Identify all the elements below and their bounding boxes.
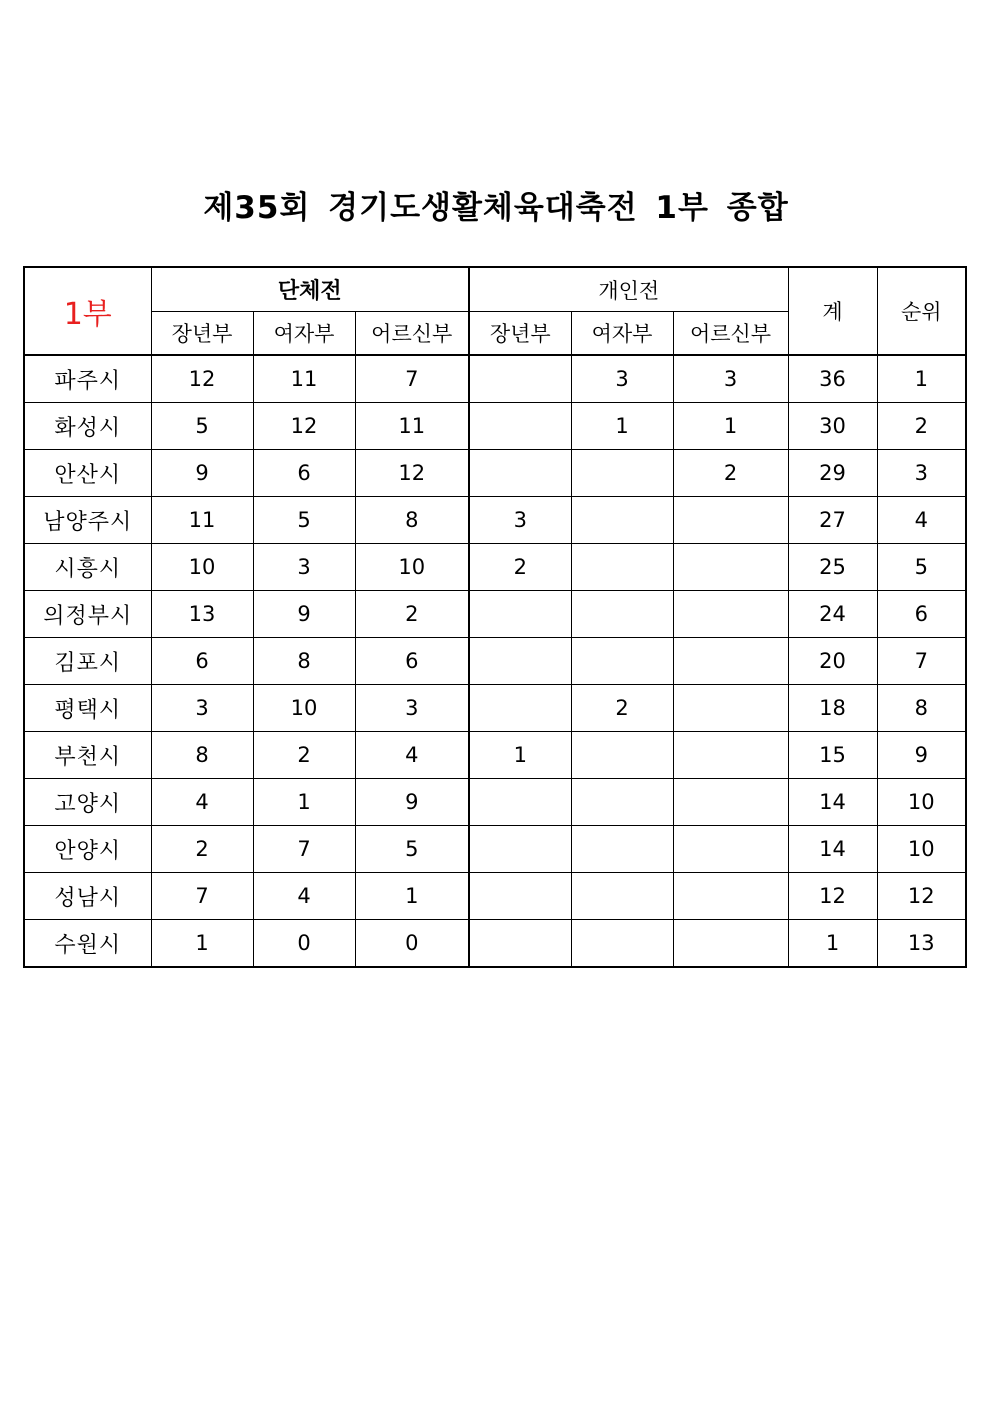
team-elder-cell: 9 [355,779,469,826]
team-elder-cell: 8 [355,497,469,544]
individual-elder-cell [673,497,788,544]
team-senior-cell: 4 [151,779,253,826]
team-senior-cell: 2 [151,826,253,873]
team-women-cell: 9 [253,591,355,638]
team-elder-cell: 5 [355,826,469,873]
group-header-individual: 개인전 [469,267,788,312]
total-cell: 24 [788,591,877,638]
individual-women-cell [571,450,673,497]
individual-elder-cell [673,638,788,685]
rank-cell: 7 [877,638,966,685]
table-row [24,826,966,873]
rank-cell: 2 [877,403,966,450]
team-women-cell: 6 [253,450,355,497]
city-name: 안양시 [24,826,151,873]
total-cell: 14 [788,826,877,873]
individual-senior-cell [469,450,571,497]
city-name: 고양시 [24,779,151,826]
team-senior-cell: 3 [151,685,253,732]
table-row [24,685,966,732]
team-senior-cell: 10 [151,544,253,591]
team-senior-cell: 8 [151,732,253,779]
team-elder-cell: 7 [355,355,469,403]
individual-elder-cell [673,544,788,591]
team-women-cell: 1 [253,779,355,826]
individual-women-cell [571,638,673,685]
individual-sub-header: 어르신부 [673,312,788,356]
team-women-cell: 11 [253,355,355,403]
total-cell: 29 [788,450,877,497]
city-name: 남양주시 [24,497,151,544]
city-name: 평택시 [24,685,151,732]
team-sub-header: 여자부 [253,312,355,356]
table-row [24,355,966,403]
individual-elder-cell [673,732,788,779]
individual-senior-cell: 2 [469,544,571,591]
rank-cell: 1 [877,355,966,403]
individual-senior-cell [469,685,571,732]
individual-elder-cell: 1 [673,403,788,450]
individual-women-cell [571,826,673,873]
team-sub-header: 장년부 [151,312,253,356]
city-name: 화성시 [24,403,151,450]
table-body [24,355,966,967]
city-name: 김포시 [24,638,151,685]
total-cell: 15 [788,732,877,779]
rank-cell: 13 [877,920,966,968]
individual-women-cell: 2 [571,685,673,732]
group-header-team: 단체전 [151,267,469,312]
rank-cell: 8 [877,685,966,732]
rank-cell: 6 [877,591,966,638]
total-cell: 12 [788,873,877,920]
table-row [24,403,966,450]
total-cell: 1 [788,920,877,968]
team-women-cell: 12 [253,403,355,450]
individual-senior-cell [469,355,571,403]
individual-women-cell [571,732,673,779]
individual-senior-cell [469,826,571,873]
individual-women-cell: 3 [571,355,673,403]
total-cell: 18 [788,685,877,732]
table-row [24,920,966,968]
total-cell: 36 [788,355,877,403]
city-name: 의정부시 [24,591,151,638]
individual-senior-cell [469,403,571,450]
standings-table [23,266,967,968]
total-cell: 14 [788,779,877,826]
city-name: 안산시 [24,450,151,497]
individual-women-cell [571,920,673,968]
team-senior-cell: 1 [151,920,253,968]
rank-cell: 4 [877,497,966,544]
individual-senior-cell [469,638,571,685]
total-cell: 27 [788,497,877,544]
individual-elder-cell [673,873,788,920]
team-elder-cell: 2 [355,591,469,638]
team-women-cell: 8 [253,638,355,685]
city-name: 성남시 [24,873,151,920]
individual-elder-cell [673,920,788,968]
rank-cell: 5 [877,544,966,591]
city-name: 시흥시 [24,544,151,591]
table-row [24,779,966,826]
table-row [24,497,966,544]
city-name: 부천시 [24,732,151,779]
division-label: 1부 [24,267,151,355]
team-women-cell: 5 [253,497,355,544]
rank-cell: 3 [877,450,966,497]
individual-senior-cell: 1 [469,732,571,779]
individual-women-cell: 1 [571,403,673,450]
team-women-cell: 0 [253,920,355,968]
table-row [24,450,966,497]
total-cell: 25 [788,544,877,591]
table-row [24,591,966,638]
total-cell: 30 [788,403,877,450]
individual-sub-header: 장년부 [469,312,571,356]
city-name: 수원시 [24,920,151,968]
team-elder-cell: 3 [355,685,469,732]
city-name: 파주시 [24,355,151,403]
individual-elder-cell: 3 [673,355,788,403]
team-women-cell: 3 [253,544,355,591]
team-women-cell: 7 [253,826,355,873]
team-senior-cell: 7 [151,873,253,920]
individual-women-cell [571,779,673,826]
individual-women-cell [571,591,673,638]
team-senior-cell: 13 [151,591,253,638]
team-elder-cell: 1 [355,873,469,920]
individual-elder-cell [673,685,788,732]
rank-cell: 10 [877,779,966,826]
individual-senior-cell [469,591,571,638]
rank-cell: 12 [877,873,966,920]
rank-cell: 9 [877,732,966,779]
individual-senior-cell [469,873,571,920]
team-elder-cell: 4 [355,732,469,779]
team-elder-cell: 6 [355,638,469,685]
team-elder-cell: 10 [355,544,469,591]
individual-women-cell [571,873,673,920]
page-title: 제35회 경기도생활체육대축전 1부 종합 [203,190,789,226]
individual-senior-cell: 3 [469,497,571,544]
header-row-groups [24,267,966,312]
total-cell: 20 [788,638,877,685]
individual-sub-header: 여자부 [571,312,673,356]
individual-elder-cell [673,591,788,638]
table-row [24,638,966,685]
individual-women-cell [571,497,673,544]
table-row [24,732,966,779]
team-women-cell: 4 [253,873,355,920]
team-senior-cell: 11 [151,497,253,544]
team-elder-cell: 0 [355,920,469,968]
team-women-cell: 2 [253,732,355,779]
total-header: 계 [788,267,877,355]
team-elder-cell: 11 [355,403,469,450]
team-women-cell: 10 [253,685,355,732]
team-senior-cell: 12 [151,355,253,403]
team-senior-cell: 5 [151,403,253,450]
table-row [24,873,966,920]
team-senior-cell: 9 [151,450,253,497]
individual-senior-cell [469,920,571,968]
individual-elder-cell [673,779,788,826]
team-elder-cell: 12 [355,450,469,497]
rank-header: 순위 [877,267,966,355]
team-senior-cell: 6 [151,638,253,685]
individual-senior-cell [469,779,571,826]
individual-elder-cell [673,826,788,873]
rank-cell: 10 [877,826,966,873]
individual-elder-cell: 2 [673,450,788,497]
individual-women-cell [571,544,673,591]
table-row [24,544,966,591]
team-sub-header: 어르신부 [355,312,469,356]
